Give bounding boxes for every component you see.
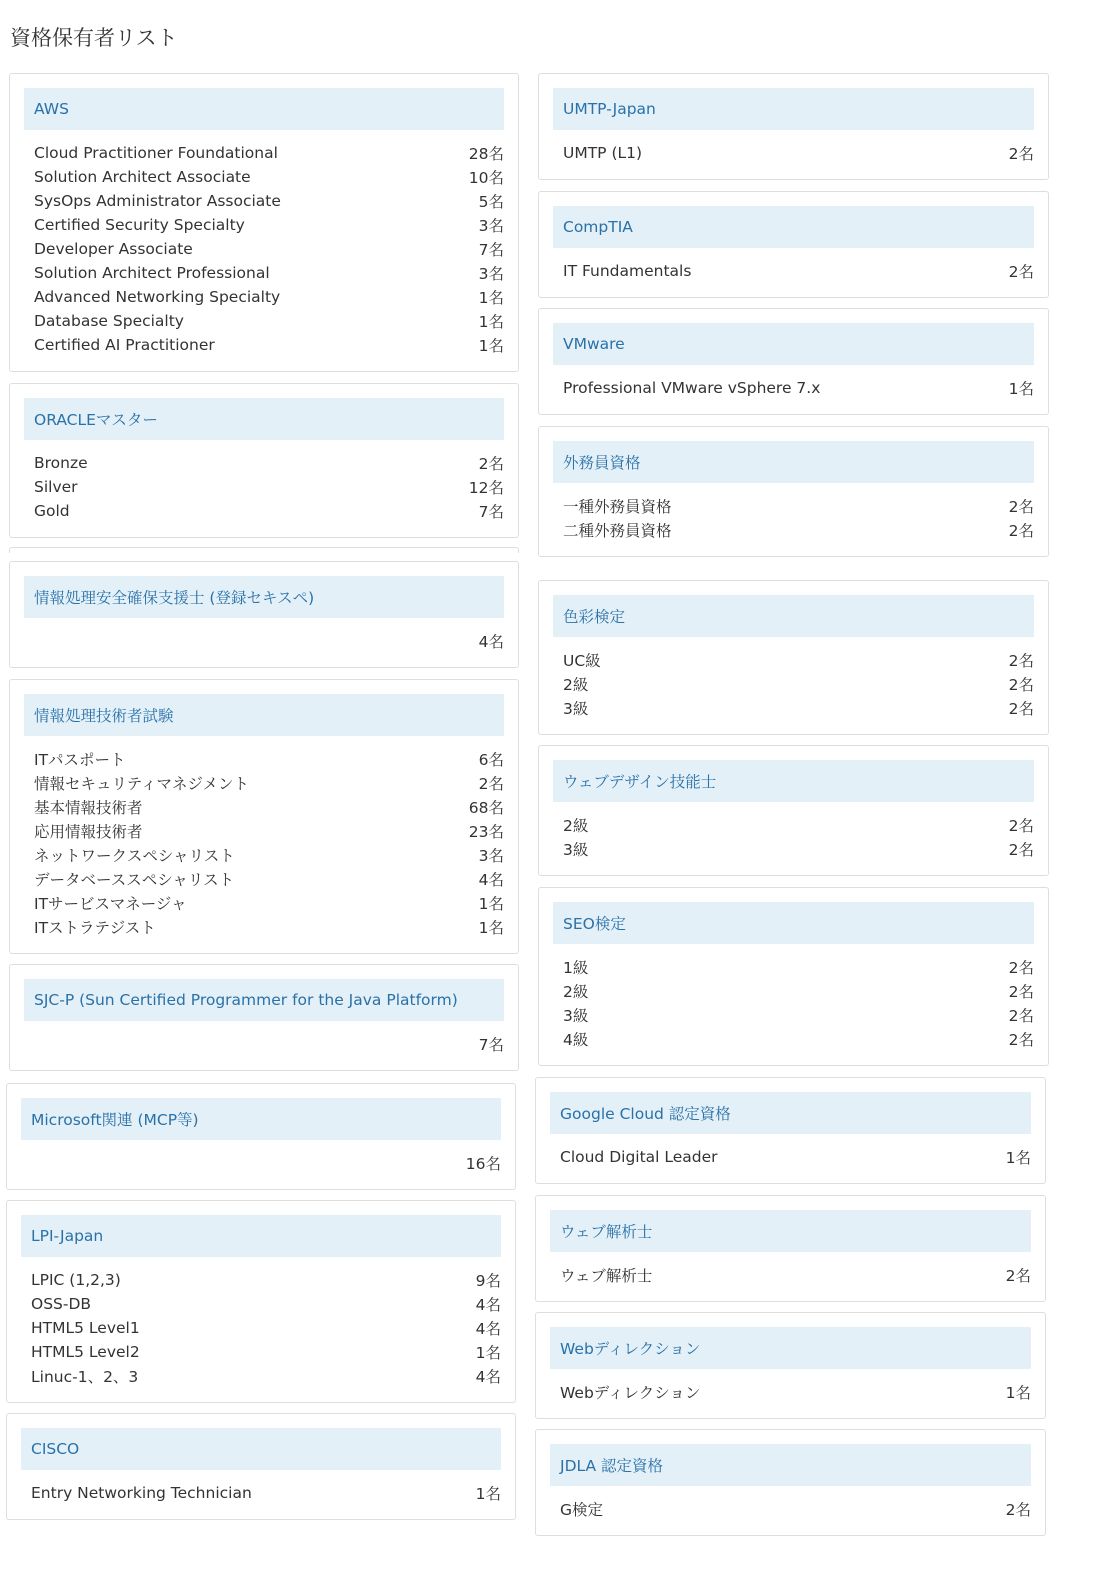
holder-count: 3名 xyxy=(478,265,504,283)
holder-count: 2名 xyxy=(1008,817,1034,835)
cert-row xyxy=(563,494,1034,518)
card-title: JDLA 認定資格 xyxy=(550,1444,1031,1486)
card-title: 色彩検定 xyxy=(553,595,1034,637)
cert-row xyxy=(34,475,504,499)
cert-card-webdesign xyxy=(538,745,1049,876)
holder-count: 1名 xyxy=(478,289,504,307)
cert-row xyxy=(563,518,1034,542)
cert-name: IT Fundamentals xyxy=(563,262,692,280)
cert-row xyxy=(34,915,504,939)
card-title: AWS xyxy=(24,88,504,130)
cert-list xyxy=(24,141,504,357)
cert-card-webanalytics xyxy=(535,1195,1046,1302)
holder-count: 12名 xyxy=(468,479,504,497)
cert-name: Certified AI Practitioner xyxy=(34,336,215,354)
cert-card-vmware xyxy=(538,308,1049,415)
card-title: CISCO xyxy=(21,1428,501,1470)
cert-name: OSS-DB xyxy=(31,1295,92,1313)
cert-name: 情報セキュリティマネジメント xyxy=(34,775,249,793)
card-title: ウェブ解析士 xyxy=(550,1210,1031,1252)
cert-row xyxy=(34,165,504,189)
holder-count: 2名 xyxy=(478,455,504,473)
holder-count: 4名 xyxy=(478,633,504,651)
cert-name: ウェブ解析士 xyxy=(560,1267,653,1285)
holder-count: 2名 xyxy=(1008,983,1034,1001)
cert-card-ipa xyxy=(9,679,519,954)
holder-count: 3名 xyxy=(478,217,504,235)
cert-row xyxy=(563,376,1034,400)
card-title: SEO検定 xyxy=(553,902,1034,944)
cert-name: UC級 xyxy=(563,652,601,670)
holder-count: 2名 xyxy=(1008,652,1034,670)
cert-row xyxy=(563,813,1034,837)
card-title: VMware xyxy=(553,323,1034,365)
cert-list xyxy=(550,1263,1031,1287)
cert-name: Webディレクション xyxy=(560,1384,701,1402)
cert-row xyxy=(563,1027,1034,1051)
card-title: Google Cloud 認定資格 xyxy=(550,1092,1031,1134)
holder-count: 2名 xyxy=(1008,1031,1034,1049)
cert-name: G検定 xyxy=(560,1501,604,1519)
cert-row xyxy=(560,1380,1031,1404)
cert-list xyxy=(24,1032,504,1056)
cert-row xyxy=(560,1145,1031,1169)
cert-name: 2級 xyxy=(563,817,589,835)
cert-list xyxy=(550,1380,1031,1404)
cert-list xyxy=(553,813,1034,861)
cert-row xyxy=(34,309,504,333)
cert-name: HTML5 Level1 xyxy=(31,1319,140,1337)
holder-count: 4名 xyxy=(475,1320,501,1338)
cert-row xyxy=(34,843,504,867)
holder-count: 4名 xyxy=(475,1296,501,1314)
holder-count: 3名 xyxy=(478,847,504,865)
holder-count: 1名 xyxy=(1005,1149,1031,1167)
cert-list xyxy=(21,1268,501,1388)
holder-count: 2名 xyxy=(1008,1007,1034,1025)
cert-name: Gold xyxy=(34,502,70,520)
cert-list xyxy=(21,1151,501,1175)
holder-count: 10名 xyxy=(468,169,504,187)
cert-row xyxy=(563,979,1034,1003)
holder-count: 68名 xyxy=(468,799,504,817)
cert-row xyxy=(31,1340,501,1364)
cert-row xyxy=(563,1003,1034,1027)
cert-card-cisco xyxy=(6,1413,516,1520)
holder-count: 2名 xyxy=(478,775,504,793)
cert-name: Entry Networking Technician xyxy=(31,1484,252,1502)
cert-name: Solution Architect Associate xyxy=(34,168,251,186)
cert-row xyxy=(34,819,504,843)
cert-name: 2級 xyxy=(563,983,589,1001)
cert-row xyxy=(34,285,504,309)
cert-card-sjcp xyxy=(9,964,519,1071)
holder-count: 16名 xyxy=(465,1155,501,1173)
holder-count: 2名 xyxy=(1005,1501,1031,1519)
cert-name: Professional VMware vSphere 7.x xyxy=(563,379,821,397)
holder-count: 2名 xyxy=(1008,841,1034,859)
cert-row xyxy=(34,771,504,795)
cert-row xyxy=(560,1263,1031,1287)
cert-name: ITパスポート xyxy=(34,751,126,769)
card-title: ウェブデザイン技能士 xyxy=(553,760,1034,802)
card-title: 情報処理安全確保支援士 (登録セキスペ) xyxy=(24,576,504,618)
holder-count: 9名 xyxy=(475,1272,501,1290)
holder-count: 28名 xyxy=(468,145,504,163)
cert-list xyxy=(550,1145,1031,1169)
holder-count: 1名 xyxy=(475,1344,501,1362)
holder-count: 1名 xyxy=(478,919,504,937)
cert-list xyxy=(24,629,504,653)
card-title: SJC-P (Sun Certified Programmer for the Java Platform) xyxy=(24,979,504,1021)
cert-row xyxy=(31,1316,501,1340)
cert-card-microsoft xyxy=(6,1083,516,1190)
holder-count: 2名 xyxy=(1008,676,1034,694)
cert-card-riss xyxy=(9,561,519,668)
cert-list xyxy=(553,259,1034,283)
cert-name: Developer Associate xyxy=(34,240,193,258)
holder-count: 2名 xyxy=(1008,700,1034,718)
cert-card-color xyxy=(538,580,1049,735)
cert-row xyxy=(34,891,504,915)
cert-name: 応用情報技術者 xyxy=(34,823,143,841)
cert-row xyxy=(31,1268,501,1292)
cert-row xyxy=(34,189,504,213)
holder-count: 7名 xyxy=(478,503,504,521)
cert-name: Cloud Digital Leader xyxy=(560,1148,718,1166)
cert-name: Advanced Networking Specialty xyxy=(34,288,281,306)
cert-list xyxy=(21,1481,501,1505)
cert-row xyxy=(31,1151,501,1175)
cert-row xyxy=(34,213,504,237)
cert-name: 3級 xyxy=(563,1007,589,1025)
cert-name: データベーススペシャリスト xyxy=(34,871,235,889)
cert-name: 基本情報技術者 xyxy=(34,799,143,817)
cert-name: 2級 xyxy=(563,676,589,694)
cert-name: UMTP (L1) xyxy=(563,144,643,162)
holder-count: 1名 xyxy=(1008,380,1034,398)
cert-list xyxy=(553,648,1034,720)
cert-row xyxy=(34,237,504,261)
cert-list xyxy=(550,1497,1031,1521)
cert-name: Linuc-1、2、3 xyxy=(31,1368,139,1386)
cert-card-gaimuin xyxy=(538,426,1049,557)
cert-name: ITストラテジスト xyxy=(34,919,156,937)
holder-count: 6名 xyxy=(478,751,504,769)
cert-row xyxy=(34,867,504,891)
card-title: 外務員資格 xyxy=(553,441,1034,483)
cert-list xyxy=(553,376,1034,400)
cert-name: Database Specialty xyxy=(34,312,184,330)
cert-row xyxy=(563,141,1034,165)
holder-count: 5名 xyxy=(478,193,504,211)
cert-name: 1級 xyxy=(563,959,589,977)
card-title: LPI-Japan xyxy=(21,1215,501,1257)
holder-count: 23名 xyxy=(468,823,504,841)
holder-count: 2名 xyxy=(1008,522,1034,540)
holder-count: 1名 xyxy=(478,313,504,331)
cert-row xyxy=(563,672,1034,696)
cert-row xyxy=(563,955,1034,979)
cert-list xyxy=(24,451,504,523)
holder-count: 7名 xyxy=(478,241,504,259)
cert-row xyxy=(563,837,1034,861)
card-title: 情報処理技術者試験 xyxy=(24,694,504,736)
cert-list xyxy=(553,494,1034,542)
cert-row xyxy=(34,629,504,653)
cert-row xyxy=(34,141,504,165)
cert-name: Cloud Practitioner Foundational xyxy=(34,144,278,162)
cert-name: 3級 xyxy=(563,700,589,718)
cert-row xyxy=(31,1364,501,1388)
cert-row xyxy=(563,259,1034,283)
cert-card-webdirection xyxy=(535,1312,1046,1419)
cert-row xyxy=(31,1481,501,1505)
cert-row xyxy=(34,499,504,523)
card-title: Webディレクション xyxy=(550,1327,1031,1369)
cert-card-seo xyxy=(538,887,1049,1066)
cert-name: 二種外務員資格 xyxy=(563,522,672,540)
cert-card-aws xyxy=(9,73,519,372)
cert-row xyxy=(31,1292,501,1316)
cert-row xyxy=(34,451,504,475)
cert-card-lpi xyxy=(6,1200,516,1403)
cert-row xyxy=(34,261,504,285)
cert-card-umtp xyxy=(538,73,1049,180)
card-title: UMTP-Japan xyxy=(553,88,1034,130)
cert-name: SysOps Administrator Associate xyxy=(34,192,281,210)
cert-card-jdla xyxy=(535,1429,1046,1536)
cert-name: 一種外務員資格 xyxy=(563,498,672,516)
cert-list xyxy=(553,955,1034,1051)
cert-row xyxy=(34,747,504,771)
holder-count: 1名 xyxy=(1005,1384,1031,1402)
cert-list xyxy=(24,747,504,939)
card-title: Microsoft関連 (MCP等) xyxy=(21,1098,501,1140)
cert-name: Certified Security Specialty xyxy=(34,216,245,234)
holder-count: 2名 xyxy=(1008,145,1034,163)
holder-count: 2名 xyxy=(1008,263,1034,281)
card-divider xyxy=(9,547,519,553)
cert-card-comptia xyxy=(538,191,1049,298)
cert-row xyxy=(34,333,504,357)
cert-name: ITサービスマネージャ xyxy=(34,895,187,913)
cert-card-oracle xyxy=(9,383,519,538)
card-title: CompTIA xyxy=(553,206,1034,248)
holder-count: 7名 xyxy=(478,1036,504,1054)
cert-row xyxy=(563,648,1034,672)
cert-name: Solution Architect Professional xyxy=(34,264,270,282)
holder-count: 2名 xyxy=(1008,498,1034,516)
cert-name: HTML5 Level2 xyxy=(31,1343,140,1361)
card-title: ORACLEマスター xyxy=(24,398,504,440)
cert-row xyxy=(34,1032,504,1056)
cert-name: Bronze xyxy=(34,454,88,472)
cert-name: Silver xyxy=(34,478,78,496)
cert-list xyxy=(553,141,1034,165)
cert-name: LPIC (1,2,3) xyxy=(31,1271,121,1289)
page-title: 資格保有者リスト xyxy=(10,26,178,50)
holder-count: 2名 xyxy=(1005,1267,1031,1285)
holder-count: 4名 xyxy=(478,871,504,889)
cert-name: 4級 xyxy=(563,1031,589,1049)
holder-count: 1名 xyxy=(478,895,504,913)
holder-count: 4名 xyxy=(475,1368,501,1386)
holder-count: 1名 xyxy=(478,337,504,355)
cert-card-gcloud xyxy=(535,1077,1046,1184)
holder-count: 1名 xyxy=(475,1485,501,1503)
holder-count: 2名 xyxy=(1008,959,1034,977)
cert-name: ネットワークスペシャリスト xyxy=(34,847,235,865)
cert-row xyxy=(34,795,504,819)
cert-row xyxy=(560,1497,1031,1521)
cert-row xyxy=(563,696,1034,720)
cert-name: 3級 xyxy=(563,841,589,859)
